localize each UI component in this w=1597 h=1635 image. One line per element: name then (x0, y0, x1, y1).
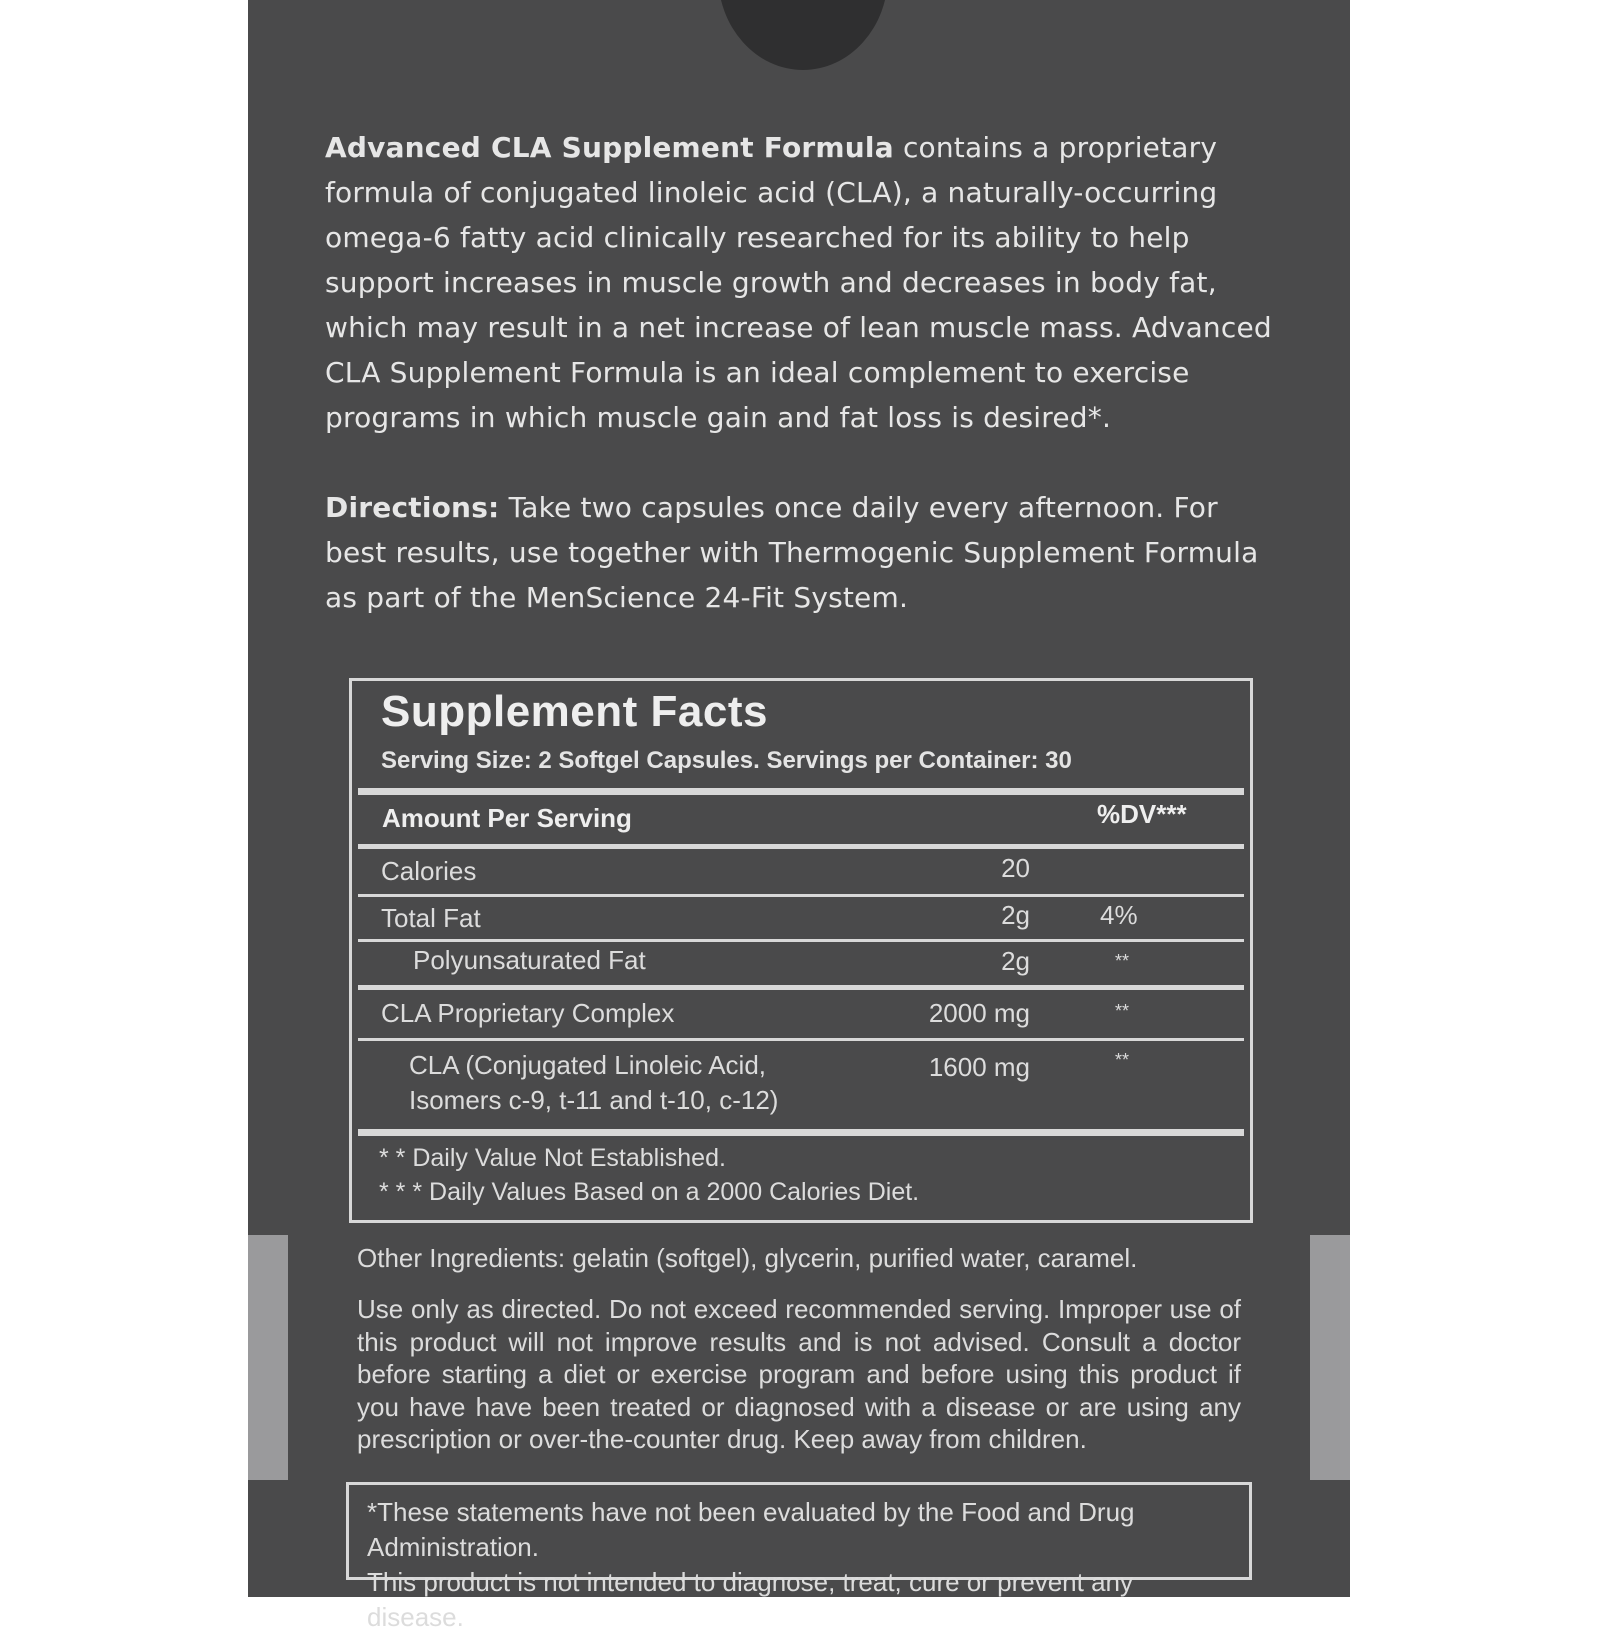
row-total-fat-dv: 4% (1100, 900, 1138, 930)
divider (358, 894, 1244, 897)
fda-line-1: *These statements have not been evaluated by the Food and Drug Administration. (367, 1497, 1135, 1562)
intro-paragraph (325, 125, 1285, 440)
row-cla-complex-name: CLA Proprietary Complex (381, 998, 675, 1028)
directions-text: Take two capsules once daily every afternoon. For best results, use together with Thermogenic Supplement Formula as part of the MenScience 24-Fit System. (325, 491, 1259, 614)
row-cla-name-line1: CLA (Conjugated Linoleic Acid, (409, 1050, 767, 1080)
divider (358, 1129, 1244, 1136)
facts-title: Supplement Facts (381, 687, 768, 736)
divider (358, 939, 1244, 942)
divider (358, 1038, 1244, 1041)
footnote-dv-basis: * * * Daily Values Based on a 2000 Calories Diet. (379, 1178, 920, 1206)
supplement-facts-box (349, 678, 1253, 1223)
fda-disclaimer-box (346, 1482, 1252, 1632)
divider (358, 985, 1244, 990)
other-ingredients: Other Ingredients: gelatin (softgel), glycerin, purified water, caramel. (357, 1243, 1138, 1273)
row-total-fat-amount: 2g (1001, 900, 1030, 930)
intro-text: contains a proprietary formula of conjugated linoleic acid (CLA), a naturally-occurring omega-6 fatty acid clinically researched for its ability to help support increases in muscle growth and decreases in body fat, which may result in a net increase of lean muscle mass. Advanced CLA Supplement Formula is an ideal complement to exercise programs in which muscle gain and fat loss is desired*. (325, 131, 1272, 434)
divider (358, 844, 1244, 849)
intro-bold-lead: Advanced CLA Supplement Formula (325, 131, 894, 164)
row-polyunsaturated-fat-name: Polyunsaturated Fat (413, 945, 646, 975)
row-calories-name: Calories (381, 856, 477, 886)
row-polyunsaturated-fat-dv: ** (1115, 951, 1130, 971)
usage-warning: Use only as directed. Do not exceed recommended serving. Improper use of this product will not improve results and is not advised. Consult a doctor before starting a diet or exercise program and before using this product if you have have been treated or diagnosed with a disease or are using any prescription or over-the-counter drug. Keep away from children. (357, 1294, 1241, 1454)
row-polyunsaturated-fat-amount: 2g (1001, 946, 1030, 976)
fda-disclaimer-text (367, 1495, 1227, 1635)
row-total-fat-name: Total Fat (381, 903, 481, 933)
row-cla-complex-amount: 2000 mg (928, 998, 1030, 1028)
divider (358, 788, 1244, 795)
directions-label: Directions: (325, 491, 500, 524)
footnote-dv-not-established: * * Daily Value Not Established. (379, 1144, 726, 1172)
row-cla-amount: 1600 mg (928, 1052, 1030, 1082)
package-notch (718, 0, 888, 70)
right-side-tab (1310, 1235, 1350, 1480)
row-calories-amount: 20 (1001, 853, 1030, 883)
left-side-tab (248, 1235, 288, 1480)
directions-paragraph (325, 485, 1285, 620)
header-amount-per-serving: Amount Per Serving (382, 803, 632, 833)
row-cla-complex-dv: ** (1115, 1001, 1130, 1021)
row-cla-dv: ** (1115, 1050, 1130, 1070)
header-daily-value: %DV*** (1097, 799, 1187, 829)
facts-serving-size: Serving Size: 2 Softgel Capsules. Servings per Container: 30 (381, 747, 1072, 774)
product-label-panel (248, 0, 1350, 1632)
row-cla-name-line2: Isomers c-9, t-11 and t-10, c-12) (409, 1085, 779, 1115)
fda-line-2: This product is not intended to diagnose, treat, cure or prevent any disease. (367, 1567, 1134, 1632)
